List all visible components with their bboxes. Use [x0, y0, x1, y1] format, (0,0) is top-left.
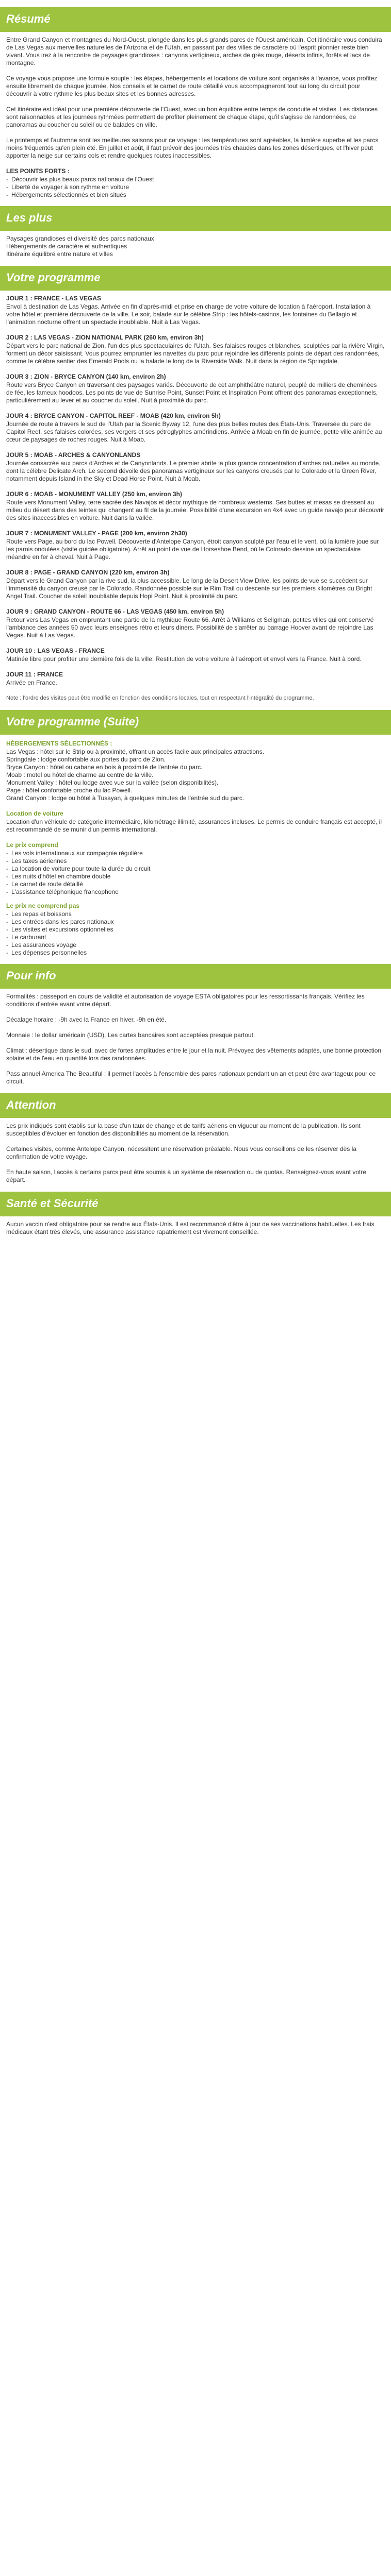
list-item: - Les entrées dans les parcs nationaux — [6, 918, 385, 926]
section-title-attention: Attention — [0, 1093, 391, 1118]
attention-paragraph: Les prix indiqués sont établis sur la base d'un taux de change et de tarifs aériens en vigueur au moment de la publication. Ils sont susceptibles d'évoluer en fonction des disponibilités au moment de la réservation. — [6, 1122, 361, 1137]
itin-line: Itinéraire équilibré entre nature et villes — [6, 250, 113, 258]
resume-notes-list — [6, 176, 385, 199]
resume-paragraph: Cet itinéraire est idéal pour une première découverte de l'Ouest, avec un bon équilibre entre temps de conduite et visites. Les distances sont raisonnables et les journées rythmées permettent de profiter pleinement de chaque étape, qu'il s'agisse de randonnées, de panoramas au coucher du soleil ou de balades en ville. — [6, 106, 378, 128]
list-item: - Découvrir les plus beaux parcs nationaux de l'Ouest — [6, 176, 385, 183]
section-title-itin: Les plus — [0, 206, 391, 231]
sante-text: Aucun vaccin n'est obligatoire pour se rendre aux États-Unis. Il est recommandé d'être à jour de ses vaccinations habituelles. Les frais médicaux étant très élevés, une assurance assistance rapatriement est vivement conseillée. — [6, 1221, 374, 1235]
day-title: JOUR 10 : LAS VEGAS - FRANCE — [6, 647, 105, 654]
attention-section — [0, 1122, 391, 1184]
day-title: JOUR 4 : BRYCE CANYON - CAPITOL REEF - MOAB (420 km, environ 5h) — [6, 412, 221, 419]
hotels-heading: HÉBERGEMENTS SÉLECTIONNÉS : — [6, 740, 112, 747]
resume-notes-title: LES POINTS FORTS : — [6, 167, 70, 175]
info-paragraph: Décalage horaire : -9h avec la France en hiver, -9h en été. — [6, 1016, 167, 1023]
inclus-heading: Le prix comprend — [6, 841, 58, 849]
hotel-line: Moab : motel ou hôtel de charme au centre de la ville. — [6, 771, 154, 778]
day-title: JOUR 6 : MOAB - MONUMENT VALLEY (250 km, environ 3h) — [6, 490, 182, 498]
day-text: Départ vers le Grand Canyon par la rive sud, la plus accessible. Le long de la Desert View Drive, les points de vue se succèdent sur l'immensité du canyon creusé par le Colorado. Randonnée possible sur le Rim Trail ou descente sur les premiers kilomètres du Bright Angel Trail. Coucher de soleil inoubliable depuis Hopi Point. Nuit à proximité du parc. — [6, 577, 372, 600]
itin-line: Paysages grandioses et diversité des parcs nationaux — [6, 235, 154, 242]
day-title: JOUR 7 : MONUMENT VALLEY - PAGE (200 km, environ 2h30) — [6, 530, 187, 537]
resume-paragraph: Ce voyage vous propose une formule souple : les étapes, hébergements et locations de voiture sont organisés à l'avance, vous profitez ensuite librement de chaque journée. Nos conseils et le carnet de route détaillé vous accompagneront tout au long du circuit pour découvrir à votre rythme les plus beaux sites et les bonnes adresses. — [6, 75, 378, 97]
hotel-line: Springdale : lodge confortable aux portes du parc de Zion. — [6, 756, 166, 763]
list-item: - Les assurances voyage — [6, 941, 385, 949]
day-block — [6, 490, 385, 522]
itin-line: Hébergements de caractère et authentiques — [6, 243, 127, 250]
day-block — [6, 530, 385, 561]
day-text: Matinée libre pour profiter une dernière fois de la ville. Restitution de votre voiture à l'aéroport et envol vers la France. Nuit à bord. — [6, 655, 362, 663]
section-title-resume: Résumé — [0, 7, 391, 32]
day-block — [6, 373, 385, 404]
list-item: - Hébergements sélectionnés et bien situés — [6, 191, 385, 199]
day-block — [6, 647, 385, 663]
list-item: - Les repas et boissons — [6, 910, 385, 918]
list-item: - Le carnet de route détaillé — [6, 880, 385, 888]
day-text: Départ vers le parc national de Zion, l'un des plus spectaculaires de l'Utah. Ses falaises rouges et blanches, sculptées par la rivière Virgin, forment un décor saisissant. Vous pourrez emprunter les navettes du parc pour rejoindre les différents points de départ des randonnées, comme le célèbre sentier des Emerald Pools ou la balade le long de la Riverside Walk. Nuit dans la région de Springdale. — [6, 342, 385, 365]
programme-note: Note : l'ordre des visites peut être modifié en fonction des conditions locales, tout en respectant l'intégralité du programme. — [6, 695, 314, 701]
exclus-list — [6, 910, 385, 957]
day-title: JOUR 11 : FRANCE — [6, 671, 63, 678]
day-text: Route vers Monument Valley, terre sacrée des Navajos et décor mythique de nombreux westerns. Ses buttes et mesas se dressent au milieu du désert dans des teintes qui changent au fil de la journée. Possibilité d'une excursion en 4x4 avec un guide navajo pour découvrir des sites inaccessibles en voiture. Nuit dans la vallée. — [6, 499, 384, 521]
exclus-heading: Le prix ne comprend pas — [6, 902, 80, 909]
section-title-programme: Votre programme — [0, 266, 391, 291]
hotels-section — [0, 740, 391, 957]
section-title-programme-suite: Votre programme (Suite) — [0, 710, 391, 735]
sante-section — [0, 1221, 391, 1236]
hotel-line: Bryce Canyon : hôtel ou cabane en bois à proximité de l'entrée du parc. — [6, 764, 203, 771]
list-item: - Les nuits d'hôtel en chambre double — [6, 873, 385, 880]
hotel-line: Las Vegas : hôtel sur le Strip ou à proximité, offrant un accès facile aux principales attractions. — [6, 748, 265, 755]
rental-heading: Location de voiture — [6, 810, 63, 817]
hotel-line: Page : hôtel confortable proche du lac Powell. — [6, 787, 133, 794]
day-block — [6, 451, 385, 483]
list-item: - Les visites et excursions optionnelles — [6, 926, 385, 934]
day-title: JOUR 3 : ZION - BRYCE CANYON (140 km, environ 2h) — [6, 373, 166, 380]
hotel-line: Monument Valley : hôtel ou lodge avec vue sur la vallée (selon disponibilités). — [6, 779, 219, 786]
list-item: - Les dépenses personnelles — [6, 949, 385, 957]
day-text: Envol à destination de Las Vegas. Arrivée en fin d'après-midi et prise en charge de votre voiture de location à l'aéroport. Installation à votre hôtel et première découverte de la ville. Le soir, balade sur le célèbre Strip : les hôtels-casinos, les fontaines du Bellagio et l'animation nocturne offrent un spectacle inoubliable. Nuit à Las Vegas. — [6, 303, 371, 326]
info-paragraph: Pass annuel America The Beautiful : il permet l'accès à l'ensemble des parcs nationaux pendant un an et peut être avantageux pour ce circuit. — [6, 1070, 376, 1085]
info-paragraph: Monnaie : le dollar américain (USD). Les cartes bancaires sont acceptées presque partout. — [6, 1031, 255, 1039]
pour-info-section — [0, 993, 391, 1086]
resume-paragraph: Entre Grand Canyon et montagnes du Nord-Ouest, plongée dans les plus grands parcs de l'Ouest américain. Cet itinéraire vous conduira de Las Vegas aux merveilles naturelles de l'Arizona et de l'Utah, en passant par des villes de caractère où l'esprit pionnier reste bien vivant. Vous irez à la rencontre de paysages grandioses : canyons vertigineux, arches de grès rouge, déserts infinis, forêts et lacs de montagne. — [6, 36, 382, 66]
day-text: Route vers Page, au bord du lac Powell. Découverte d'Antelope Canyon, étroit canyon sculpté par l'eau et le vent, où la lumière joue sur les parois ondulées (visite guidée obligatoire). Arrêt au point de vue de Horseshoe Bend, où le Colorado dessine un spectaculaire méandre en fer à cheval. Nuit à Page. — [6, 538, 379, 561]
resume-section — [0, 36, 391, 199]
list-item: - Le carburant — [6, 934, 385, 941]
day-text: Retour vers Las Vegas en empruntant une partie de la mythique Route 66. Arrêt à Williams et Seligman, petites villes qui ont conservé l'ambiance des années 50 avec leurs enseignes rétro et leurs diners. Possibilité de s'arrêter au barrage Hoover avant de rejoindre Las Vegas. Nuit à Las Vegas. — [6, 616, 374, 639]
day-title: JOUR 2 : LAS VEGAS - ZION NATIONAL PARK (260 km, environ 3h) — [6, 334, 204, 341]
list-item: - Liberté de voyager à son rythme en voiture — [6, 183, 385, 191]
day-title: JOUR 9 : GRAND CANYON - ROUTE 66 - LAS VEGAS (450 km, environ 5h) — [6, 608, 224, 615]
section-title-pour-info: Pour info — [0, 964, 391, 989]
day-block — [6, 608, 385, 639]
hotel-line: Grand Canyon : lodge ou hôtel à Tusayan, à quelques minutes de l'entrée sud du parc. — [6, 794, 245, 802]
itin-section — [0, 235, 391, 258]
day-block — [6, 412, 385, 444]
day-title: JOUR 5 : MOAB - ARCHES & CANYONLANDS — [6, 451, 141, 459]
day-text: Journée de route à travers le sud de l'Utah par la Scenic Byway 12, l'une des plus belles routes des États-Unis. Traversée du parc de Capitol Reef, ses falaises colorées, ses vergers et ses pétroglyphes amérindiens. Arrivée à Moab en fin de journée, petite ville animée au cœur de paysages de roches rouges. Nuit à Moab. — [6, 420, 382, 443]
day-block — [6, 334, 385, 365]
info-paragraph: Formalités : passeport en cours de validité et autorisation de voyage ESTA obligatoires pour les ressortissants français. Vérifiez les conditions d'entrée avant votre départ. — [6, 993, 365, 1008]
list-item: - La location de voiture pour toute la durée du circuit — [6, 865, 385, 873]
day-text: Journée consacrée aux parcs d'Arches et de Canyonlands. Le premier abrite la plus grande concentration d'arches naturelles au monde, dont la célèbre Delicate Arch. Le second dévoile des panoramas vertigineux sur les canyons creusés par le Colorado et la Green River, notamment depuis Island in the Sky et Dead Horse Point. Nuit à Moab. — [6, 460, 381, 482]
info-paragraph: Climat : désertique dans le sud, avec de fortes amplitudes entre le jour et la nuit. Prévoyez des vêtements adaptés, une bonne protection solaire et de l'eau en quantité lors des randonnées. — [6, 1047, 382, 1062]
rental-text: Location d'un véhicule de catégorie intermédiaire, kilométrage illimité, assurances incluses. Le permis de conduire français est accepté, il est recommandé de se munir d'un permis international. — [6, 818, 382, 833]
programme-section — [0, 295, 391, 702]
list-item: - Les vols internationaux sur compagnie régulière — [6, 850, 385, 857]
inclus-list — [6, 850, 385, 896]
day-title: JOUR 8 : PAGE - GRAND CANYON (220 km, environ 3h) — [6, 569, 170, 576]
list-item: - Les taxes aériennes — [6, 857, 385, 865]
resume-paragraph: Le printemps et l'automne sont les meilleures saisons pour ce voyage : les températures sont agréables, la lumière superbe et les parcs moins fréquentés qu'en plein été. En juillet et août, il faut prévoir des journées très chaudes dans les zones désertiques, et l'hiver peut apporter la neige sur certains cols et rendre quelques routes inaccessibles. — [6, 137, 379, 159]
day-text: Route vers Bryce Canyon en traversant des paysages variés. Découverte de cet amphithéâtre naturel, peuplé de milliers de cheminées de fée, les fameux hoodoos. Les points de vue de Sunrise Point, Sunset Point et Inspiration Point offrent des panoramas exceptionnels, particulièrement au lever et au coucher du soleil. Nuit à proximité du parc. — [6, 381, 378, 404]
page — [0, 7, 391, 1236]
day-text: Arrivée en France. — [6, 679, 57, 686]
list-item: - L'assistance téléphonique francophone — [6, 888, 385, 896]
day-block — [6, 569, 385, 600]
attention-paragraph: En haute saison, l'accès à certains parcs peut être soumis à un système de réservation ou de quotas. Renseignez-vous avant votre départ. — [6, 1168, 367, 1183]
section-title-sante: Santé et Sécurité — [0, 1192, 391, 1216]
day-title: JOUR 1 : FRANCE - LAS VEGAS — [6, 295, 102, 302]
day-block — [6, 671, 385, 687]
attention-paragraph: Certaines visites, comme Antelope Canyon, nécessitent une réservation préalable. Nous vous conseillons de les réserver dès la confirmation de votre voyage. — [6, 1145, 357, 1160]
day-block — [6, 295, 385, 326]
